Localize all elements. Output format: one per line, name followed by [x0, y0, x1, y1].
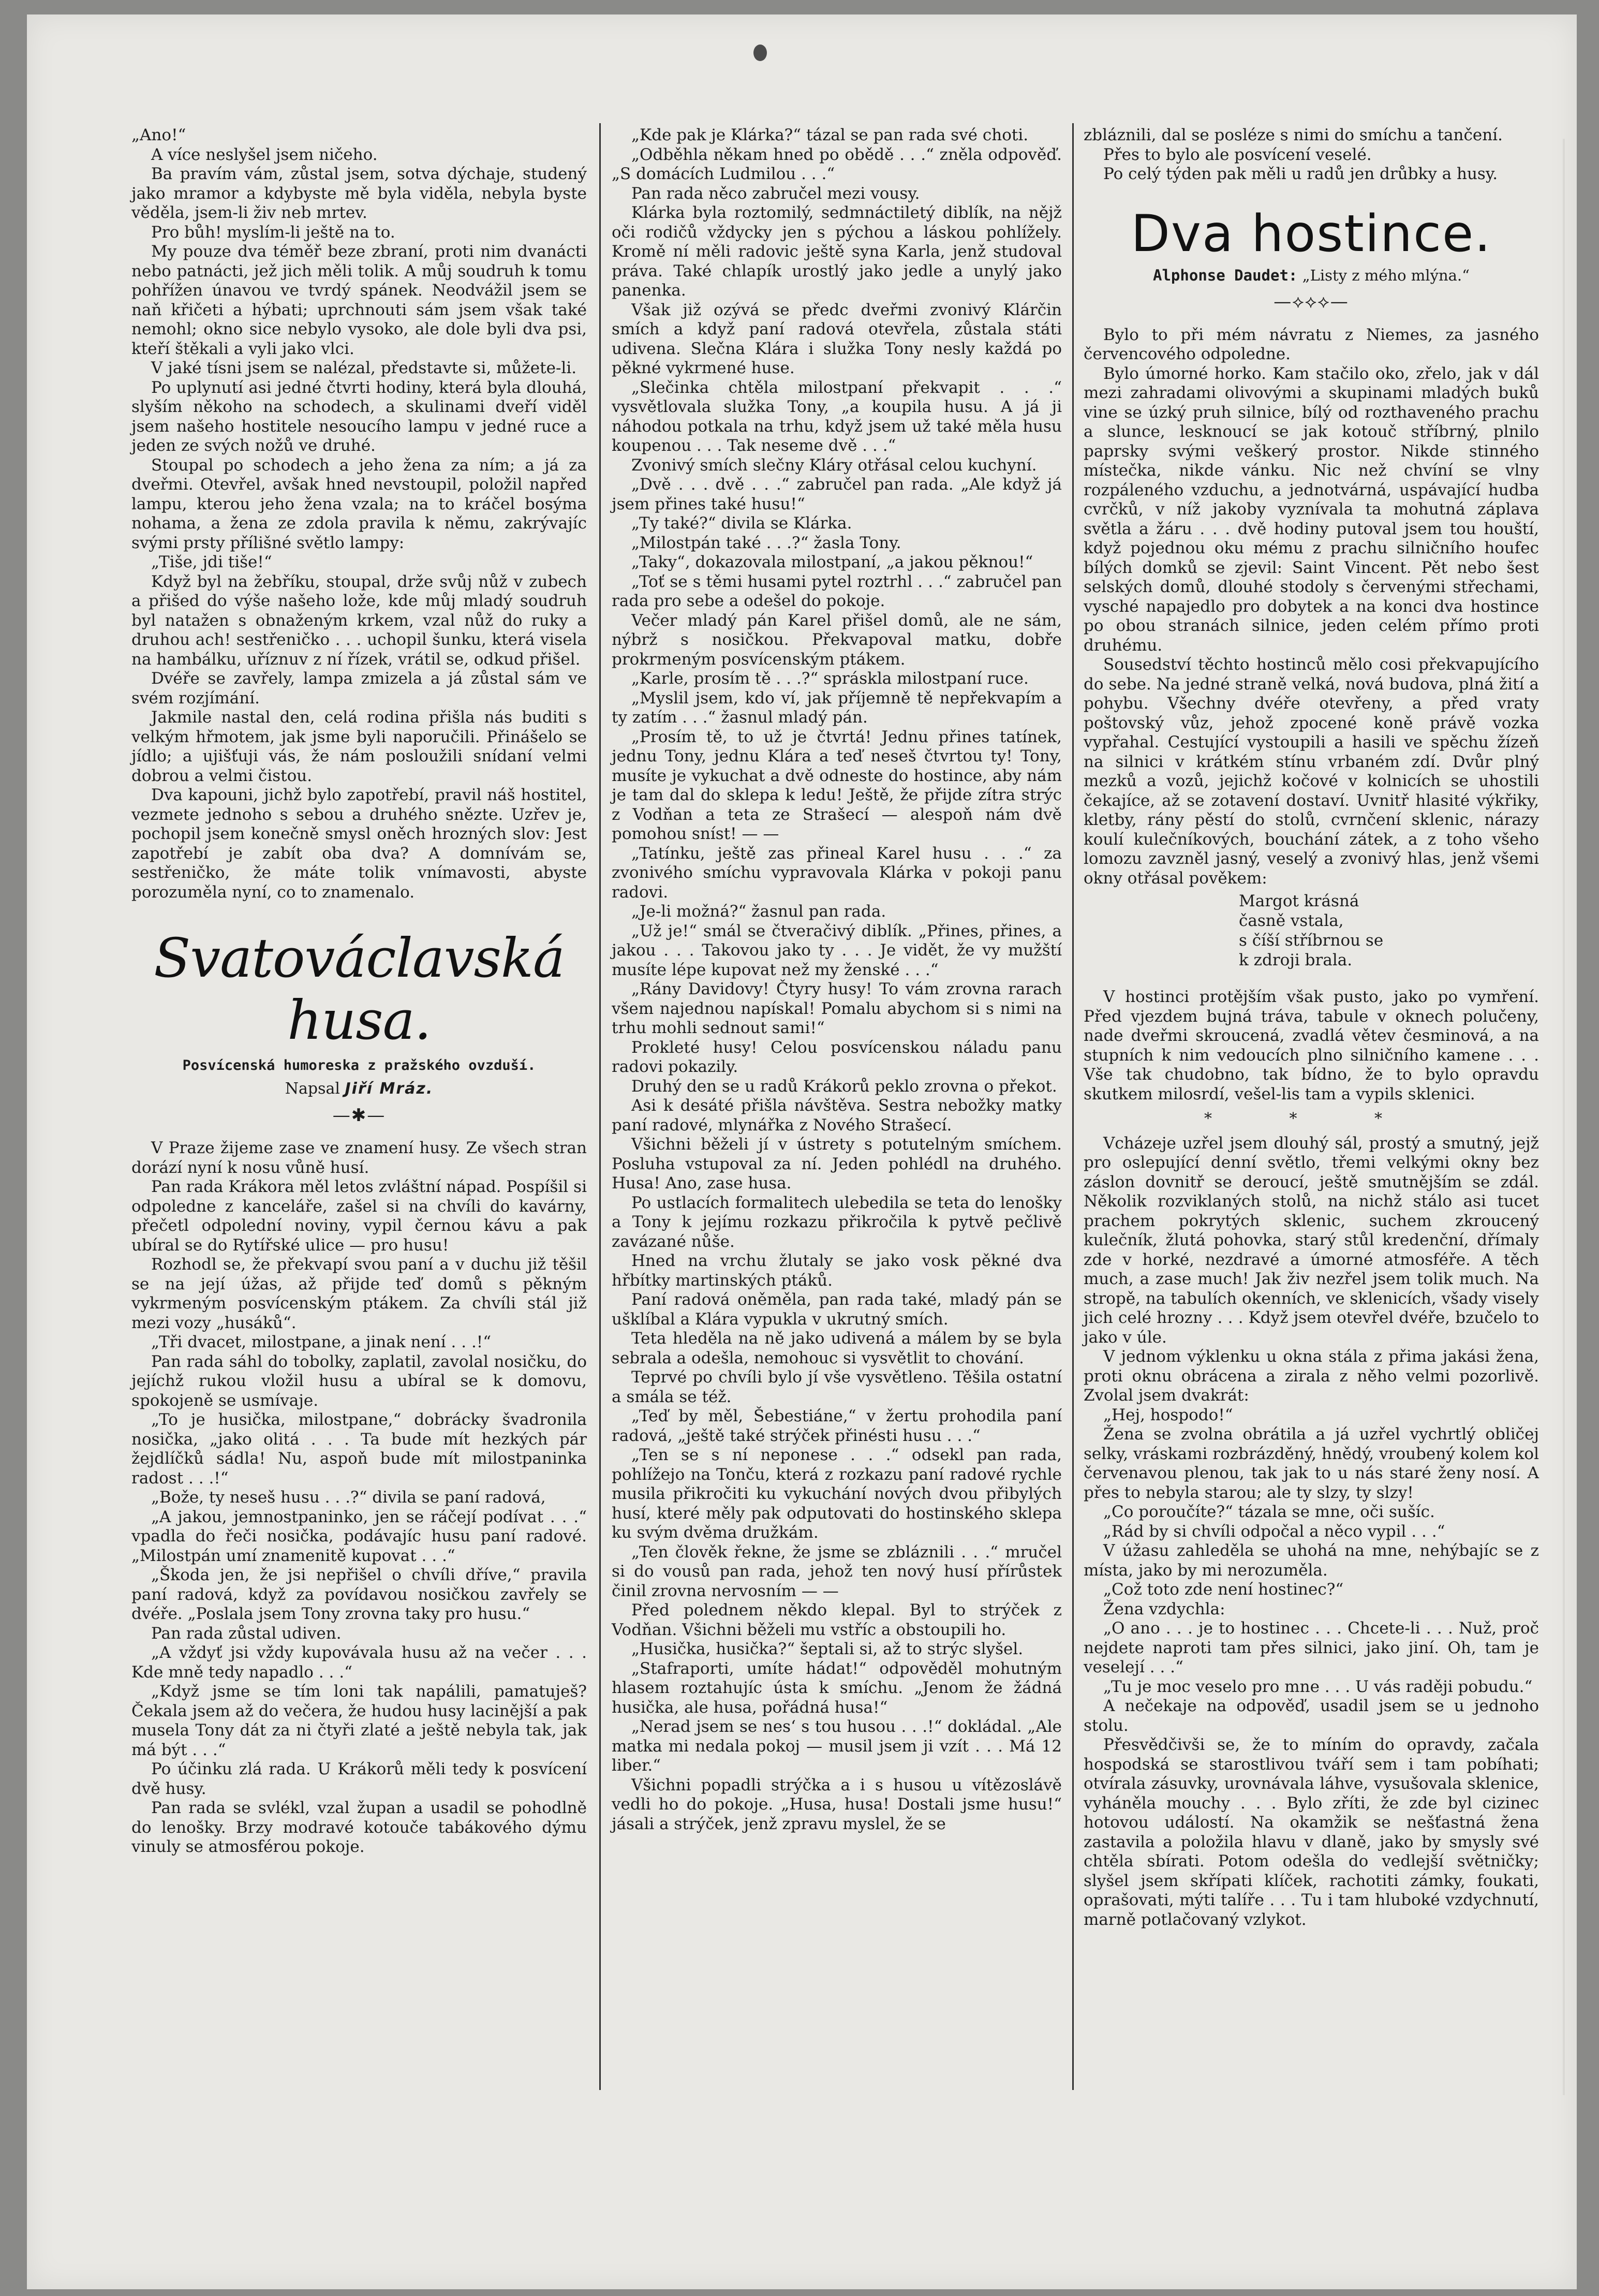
paragraph: „Milostpán také . . .?“ žasla Tony.: [631, 533, 901, 552]
paragraph: Dvéře se zavřely, lampa zmizela a já zůstal sám ve svém rozjímání.: [131, 669, 587, 708]
column-3: [1084, 126, 1539, 1930]
paragraph: Když byl na žebříku, stoupal, drže svůj nůž v zubech a přišed do výše našeho lože, kde můj mladý soudruh byl natažen s obnaženým krkem, vzal nůž do ruky a druhou ach! sestřeničko . . . uchopil šunku, která visela na hambálku, uříznuv z ní řízek, vrátil se, odkud přišel.: [131, 572, 587, 669]
paragraph: Jakmile nastal den, celá rodina přišla nás buditi s velkým hřmotem, jak jsme byli naporučili. Přinášelo se jídlo; a ujišťuji vás, že nám posloužili snídaní velmi dobrou a velmi čistou.: [131, 708, 587, 785]
paragraph: Po celý týden pak měli u radů jen drůbky a husy.: [1103, 165, 1498, 183]
paragraph: Pan rada Krákora měl letos zvláštní nápad. Pospíšil si odpoledne z kanceláře, zašel si na chvíli do kavárny, přečetl odpolední noviny, vypil černou kávu a pak ubíral se do Rytířské ulice — pro husu!: [131, 1178, 587, 1255]
section-stars: * * *: [1204, 1110, 1419, 1128]
author-line: [131, 1079, 587, 1099]
paragraph: Hned na vrchu žlutaly se jako vosk pěkné dva hřbítky martinských ptáků.: [612, 1252, 1062, 1290]
paragraph: „Taky“, dokazovala milostpaní, „a jakou pěknou!“: [631, 553, 1033, 571]
poem-line: k zdroji brala.: [1239, 951, 1353, 969]
column-2: [612, 126, 1062, 1834]
paragraph: A nečekaje na odpověď, usadil jsem se u jednoho stolu.: [1084, 1697, 1539, 1735]
paragraph: „Stafraporti, umíte hádat!“ odpověděl mohutným hlasem roztahujíc ústa k smíchu. „Jenom že žádná husička, ale husa, pořádná husa!“: [612, 1659, 1062, 1717]
paragraph: Teta hleděla na ně jako udivená a málem by se byla sebrala a odešla, nemohouc si vysvětlit to chování.: [612, 1329, 1062, 1367]
paragraph: A více neslyšel jsem ničeho.: [151, 145, 378, 164]
paragraph: „Ty také?“ divila se Klárka.: [631, 514, 852, 533]
page-hole-mark: [753, 45, 767, 61]
source-author: Alphonse Daudet:: [1153, 266, 1298, 284]
paragraph: Sousedství těchto hostinců mělo cosi překvapujícího do sebe. Na jedné straně velká, nová budova, plná žití a pohybu. Všechny dvéře otevřeny, a před vraty poštovský vůz, jehož zpocené koně právě vozka vypřahal. Cestující vystoupili a hasili ve spěchu žízeň na silnici v krátkém stínu vrbaném zdí. Dvůr plný mezků a vozů, jejichž kočové v kolnicích se uhostili čekajíce, až se zotavení dostaví. Uvnitř hlasité výkřiky, kletby, rány pěstí do stolů, cvrnčení sklenic, nárazy koulí kulečníkových, bouchání zátek, a z toho všeho lomozu zavzněl jasný, veselý a zvonivý hlas, jenž všemi okny otřásal pověkem:: [1084, 655, 1539, 888]
paragraph: „Ten člověk řekne, že jsme se zbláznili . . .“ mručel si do vousů pan rada, jehož ten nový husí přírůstek činil zrovna nervosním — —: [612, 1542, 1062, 1600]
paragraph: Dva kapouni, jichž bylo zapotřebí, pravil náš hostitel, vezmete jednoho s sebou a druhého snězte. Uzřev je, pochopil jsem konečně smysl oněch hrozných slov: Jest zapotřebí je zabít oba dva? A domnívám se, sestřeničko, že máte tolik vnímavosti, abyste porozuměla nyní, co to znamenalo.: [131, 786, 587, 902]
paragraph: „A jakou, jemnostpaninko, jen se ráčejí podívat . . .“ vpadla do řeči nosička, podávajíc husu paní radové. „Milostpán umí znamenitě kupovat . . .“: [131, 1507, 587, 1565]
paragraph: Žena vzdychla:: [1103, 1599, 1225, 1618]
paragraph: Druhý den se u radů Krákorů peklo zrovna o překot.: [631, 1077, 1057, 1096]
ornament: —✱—: [332, 1105, 386, 1126]
source-work: „Listy z mého mlýna.“: [1302, 266, 1470, 284]
paragraph: Teprvé po chvíli bylo jí vše vysvětleno. Těšila ostatní a smála se též.: [612, 1368, 1062, 1406]
paragraph: „Rány Davidovy! Čtyry husy! To vám zrovna rarach všem najednou napískal! Pomalu abychom si s nimi na trhu mohli sednout sami!“: [612, 980, 1062, 1037]
paragraph: „Dvě . . . dvě . . .“ zabručel pan rada. „Ale když já jsem přines také husu!“: [612, 475, 1062, 513]
paragraph: Všichni běželi jí v ústrety s potutelným smíchem. Posluha vstupoval za ní. Jeden pohlédl na druhého. Husa! Ano, zase husa.: [612, 1135, 1062, 1193]
paragraph: Ba pravím vám, zůstal jsem, sotva dýchaje, studený jako mramor a kdybyste mě byla viděla, nebyla byste věděla, jsem-li živ neb mrtev.: [131, 165, 587, 222]
paragraph: V jednom výklenku u okna stála z přima jakási žena, proti oknu obrácena a zirala z něho velmi pozorlivě. Zvolal jsem dvakrát:: [1084, 1347, 1539, 1405]
paragraph: Přesvědčivši se, že to míním do opravdy, začala hospodská se starostlivou tváří sem i tam pobíhati; otvírala zásuvky, urovnávala láhve, vysušovala sklenice, vyháněla mouchy . . . Bylo zříti, že zde byl cizinec hotovou událostí. Na okamžik se nešťastná žena zastavila a položila hlavu v dlaně, jako by smysly své chtěla sbírati. Potom odešla do vedlejší světničky; slyšel jsem skřípati klíček, rachotiti zámky, foukati, oprašovati, mýti talíře . . . Tu i tam hluboké vzdychnutí, marně potlačovaný vzlykot.: [1084, 1735, 1539, 1929]
paragraph: Paní radová oněměla, pan rada také, mladý pán se ušklíbal a Klára vypukla v ukrutný smích.: [612, 1290, 1062, 1329]
ornament-2: —⟡⟡⟡—: [1274, 291, 1349, 312]
paragraph: Přes to bylo ale posvícení veselé.: [1103, 145, 1372, 164]
paragraph: „Co poroučíte?“ tázala se mne, oči sušíc.: [1103, 1503, 1435, 1521]
paragraph: „Když jsme se tím loni tak napálili, pamatuješ? Čekala jsem až do večera, že hudou husy lacinější a pak musela Tony dát za ni čtyři zlaté a ještě nebyla tak, jak má být . . .“: [131, 1682, 587, 1759]
paragraph: V hostinci protějším však pusto, jako po vymření. Před vjezdem bujná tráva, tabule v oknech polučeny, nade dveřmi skroucená, zvadlá větev česminová, a na stupních k nim vedoucích plno silničního kamene . . . Vše tak chudobno, tak bídno, že to bylo opravdu skutkem milosrdí, vešel-lis tam a vypils sklenici.: [1084, 988, 1539, 1103]
paragraph: V jaké tísni jsem se nalézal, představte si, můžete-li.: [151, 359, 577, 377]
paragraph: Prokleté husy! Celou posvícenskou náladu panu radovi pokazily.: [612, 1038, 1062, 1076]
paragraph: Zvonivý smích slečny Kláry otřásal celou kuchyní.: [631, 455, 1037, 475]
paragraph: Po účinku zlá rada. U Krákorů měli tedy k posvícení dvě husy.: [131, 1760, 587, 1798]
paragraph: Vcházeje uzřel jsem dlouhý sál, prostý a smutný, jejž pro oslepující denní světlo, třemi velkými okny bez záslon dovnitř se deroucí, ještě smutnějším se zdál. Několik rozviklaných stolů, na nichž stálo asi tucet prachem pokrytých sklenic, suchem zkroucený kulečník, žlutá pohovka, starý stůl kredenční, dřímaly zde v horké, nezdravé a úmorné atmosféře. A těch much, a zase much! Jak živ nezřel jsem tolik much. Na stropě, na tabulích okenních, ve sklenicích, všady visely jich celé hrozny . . . Když jsem otevřel dvéře, bzučelo to jako v úle.: [1084, 1134, 1539, 1347]
paragraph: „Toť se s těmi husami pytel roztrhl . . .“ zabručel pan rada pro sebe a odešel do pokoje.: [612, 572, 1062, 610]
paragraph: „Husička, husička?“ šeptali si, až to strýc slyšel.: [631, 1640, 1024, 1658]
poem-line: časně vstala,: [1239, 911, 1344, 930]
article-title: Svatováclavská husa.: [154, 926, 565, 1052]
paragraph: Stoupal po schodech a jeho žena za ním; a já za dveřmi. Otevřel, avšak hned nevstoupil, položil napřed lampu, kterou jeho žena vzala; na to kráčel bosýma nohama, a žena ze zdola pravila k němu, zakrývajíc svými prsty přílišné světlo lampy:: [131, 455, 587, 552]
paragraph: Pan rada něco zabručel mezi vousy.: [631, 184, 920, 203]
paragraph: Po uplynutí asi jedné čtvrti hodiny, která byla dlouhá, slyším někoho na schodech, a skulinami dveří viděl jsem našeho hostitele nesoucího lampu v jedné ruce a jeden ze svých nožů ve druhé.: [131, 378, 587, 455]
poem: [1239, 891, 1539, 970]
paragraph: „Tři dvacet, milostpane, a jinak není . . .!“: [151, 1333, 492, 1351]
paragraph: Bylo úmorné horko. Kam stačilo oko, zřelo, jak v dál mezi zahradami olivovými a skupinami mladých buků vine se úzký pruh silnice, bílý od rozthaveného prachu a slunce, lesknoucí se jak kotouč stříbrný, plnilo paprsky svými veškerý prostor. Nikde stinného místečka, nikde vánku. Nic než chvíní se vlny rozpáleného vzduchu, a jednotvárná, uspávající hudba cvrčků, v níž jakoby vyznívala ta mohutná záplava světla a žáru . . . dvě hodiny putoval jsem tou houští, když pojednou oku mému z prachu silničního houfec bílých domků se zjevil: Saint Vincent. Pět nebo šest selských domů, dlouhé stodoly s červenými střechami, vysché napajedlo pro dobytek a na konci dva hostince po obou stranách silnice, jeden celém přímo proti druhému.: [1084, 364, 1539, 655]
paragraph: „Nerad jsem se nes‘ s tou husou . . .!“ dokládal. „Ale matka mi nedala pokoj — musil jsem ji vzít . . . Má 12 liber.“: [612, 1717, 1062, 1775]
paragraph: „Už je!“ smál se čtveračivý diblík. „Přines, přines, a jakou . . . Takovou jako ty . . . Je vidět, že vy mužští musíte lépe kupovat než my ženské . . .“: [612, 921, 1062, 979]
paragraph: „Slečinka chtěla milostpaní překvapit . . .“ vysvětlovala služka Tony, „a koupila husu. A já ji náhodou potkala na trhu, když jsem už také měla husu koupenou . . . Tak neseme dvě . . .“: [612, 378, 1062, 455]
paragraph: Pan rada zůstal udiven.: [151, 1624, 342, 1643]
paragraph: „Ano!“: [131, 126, 186, 144]
article-title-2: Dva hostince.: [1131, 204, 1492, 263]
paragraph: zbláznili, dal se posléze s nimi do smíchu a tančení.: [1084, 126, 1503, 144]
paragraph: „Tu je moc veselo pro mne . . . U vás raději pobudu.“: [1103, 1677, 1533, 1696]
author-name: Jiří Mráz.: [345, 1080, 434, 1098]
paragraph: Klárka byla roztomilý, sedmnáctiletý diblík, na nějž oči rodičů vždycky jen s pýchou a láskou pohlížely. Kromě ní měli radovic ještě syna Karla, jenž studoval práva. Také chlapík urostlý jako jedle a unylý jako panenka.: [612, 203, 1062, 300]
paragraph: Však již ozývá se předc dveřmi zvonivý Klárčin smích a když paní radová otevřela, zůstala státi udivena. Slečna Klára i služka Tony nesly každá po pěkné vykrmené huse.: [612, 300, 1062, 377]
paragraph: „To je husička, milostpane,“ dobrácky švadronila nosička, „jako olitá . . . Ta bude mít hezkých pár žejdlíčků sádla! Nu, aspoň bude mít milostpaninka radost . . .!“: [131, 1410, 587, 1488]
column-rule-1: [599, 123, 601, 2090]
poem-line: s číší stříbrnou se: [1239, 931, 1384, 950]
paragraph: Před polednem někdo klepal. Byl to strýček z Vodňan. Všichni běželi mu vstříc a obstoupili ho.: [612, 1601, 1062, 1639]
column-1: [131, 126, 587, 1857]
paragraph: „O ano . . . je to hostinec . . . Chcete-li . . . Nuž, proč nejdete naproti tam přes silnici, jako jiní. Oh, tam je veselejí . . .“: [1084, 1619, 1539, 1676]
paragraph: My pouze dva téměř beze zbraní, proti nim dvanácti nebo patnácti, jež jich měli tolik. A můj soudruh k tomu pohřížen únavou ve tvrdý spánek. Neodvážil jsem se naň křičeti a hýbati; uprchnouti sám jsem však také nemohl; okno sice nebylo vysoko, ale dole byli dva psi, kteří štěkali a vyli jako vlci.: [131, 242, 587, 358]
paragraph: „Tatínku, ještě zas přineal Karel husu . . .“ za zvonivého smíchu vypravovala Klárka v pokoji panu radovi.: [612, 844, 1062, 902]
paragraph: V Praze žijeme zase ve znamení husy. Ze všech stran dorází nyní k nosu vůně husí.: [131, 1139, 587, 1177]
paragraph: „A vždyť jsi vždy kupovávala husu až na večer . . . Kde mně tedy napadlo . . .“: [131, 1643, 587, 1682]
paragraph: „Je-li možná?“ žasnul pan rada.: [631, 902, 886, 921]
paragraph: Pan rada se svlékl, vzal župan a usadil se pohodlně do lenošky. Brzy modravé kotouče tabákového dýmu vinuly se atmosférou pokoje.: [131, 1799, 587, 1856]
paragraph: „Teď by měl, Šebestiáne,“ v žertu prohodila paní radová, „ještě také strýček přinésti husu . . .“: [612, 1407, 1062, 1445]
paragraph: V úžasu zahleděla se uhohá na mne, nehýbajíc se z místa, jako by mi nerozuměla.: [1084, 1541, 1539, 1580]
paragraph: Žena se zvolna obrátila a já uzřel vychrtlý obličej selky, vráskami rozbrázděný, hnědý, vroubený kolem kol červenavou plenou, tak jak to u nás staré ženy nosí. A přes to nebyla starou; ale ty slzy, ty slzy!: [1084, 1425, 1539, 1502]
poem-line: Margot krásná: [1239, 892, 1359, 910]
paragraph: Rozhodl se, že překvapí svou paní a v duchu již těšil se na její úžas, až přijde teď domů s pěkným vykrmeným posvícenským ptákem. Za chvíli stál již mezi vozy „husáků“.: [131, 1255, 587, 1332]
paragraph: Bylo to při mém návratu z Niemes, za jasného červencového odpoledne.: [1084, 325, 1539, 363]
paragraph: „Prosím tě, to už je čtvrtá! Jednu přines tatínek, jednu Tony, jednu Klára a teď neseš čtvrtou ty! Tony, musíte je vykuchat a dvě odneste do hostince, aby nám je tam dal do sklepa k ledu! Ještě, že přijde zítra strýc z Vodňan a teta ze Strašecí — alespoň nám dvě pomohou sníst! — —: [612, 727, 1062, 843]
newspaper-page: [27, 14, 1577, 2289]
author-prefix: Napsal: [285, 1080, 340, 1098]
paragraph: „Kde pak je Klárka?“ tázal se pan rada své choti.: [631, 126, 1029, 144]
article-subtitle-2: [1084, 266, 1539, 286]
paragraph: „Ten se s ní neponese . . .“ odsekl pan rada, pohlížejo na Tonču, která z rozkazu paní radové rychle musila přikročiti ku vykuchání nových dvou přibylých husí, které měly pak odputovati do hostinského sklepa ku svým dvěma družkám.: [612, 1446, 1062, 1542]
paragraph: Pan rada sáhl do tobolky, zaplatil, zavolal nosičku, do jejíchž rukou vložil husu a ubíral se k domovu, spokojeně se usmívaje.: [131, 1352, 587, 1410]
paragraph: „Hej, hospodo!“: [1103, 1405, 1233, 1424]
paragraph: „Karle, prosím tě . . .?“ spráskla milostpaní ruce.: [631, 669, 1029, 688]
paragraph: „Rád by si chvíli odpočal a něco vypil . . .“: [1103, 1522, 1445, 1541]
paragraph: Pro bůh! myslím-li ještě na to.: [151, 223, 395, 242]
paragraph: Asi k desáté přišla návštěva. Sestra nebožky matky paní radové, mlynářka z Nového Strašecí.: [612, 1096, 1062, 1135]
paragraph: Všichni popadli strýčka a i s husou u vítězoslávě vedli ho do pokoje. „Husa, husa! Dostali jsme husu!“ jásali a strýček, jenž zpravu myslel, že se: [612, 1775, 1062, 1833]
paragraph: „Což toto zde není hostinec?“: [1103, 1580, 1344, 1599]
paragraph: „Myslil jsem, kdo ví, jak příjemně tě nepřekvapím a ty zatím . . .“ žasnul mladý pán.: [612, 688, 1062, 727]
paragraph: „Odběhla někam hned po obědě . . .“ zněla odpověď. „S domácích Ludmilou . . .“: [612, 145, 1062, 183]
column-rule-2: [1072, 123, 1074, 2090]
page-edge-shadow: [1563, 139, 1565, 2095]
paragraph: Po ustlacích formalitech ulebedila se teta do lenošky a Tony k jejímu rozkazu přikročila k pytvě pečlivě zavázané nůše.: [612, 1193, 1062, 1251]
paragraph: Večer mladý pán Karel přišel domů, ale ne sám, nýbrž s nosičkou. Překvapoval matku, dobře prokrmeným posvícenským ptákem.: [612, 611, 1062, 669]
article-subtitle: Posvícenská humoreska z pražského ovzduší.: [182, 1057, 536, 1073]
paragraph: „Tiše, jdi tiše!“: [151, 553, 272, 571]
paragraph: „Bože, ty neseš husu . . .?“ divila se paní radová,: [151, 1488, 546, 1507]
paragraph: „Škoda jen, že jsi nepřišel o chvíli dříve,“ pravila paní radová, když za povídavou nosičkou zavřely se dvéře. „Poslala jsem Tony zrovna taky pro husu.“: [131, 1566, 587, 1623]
